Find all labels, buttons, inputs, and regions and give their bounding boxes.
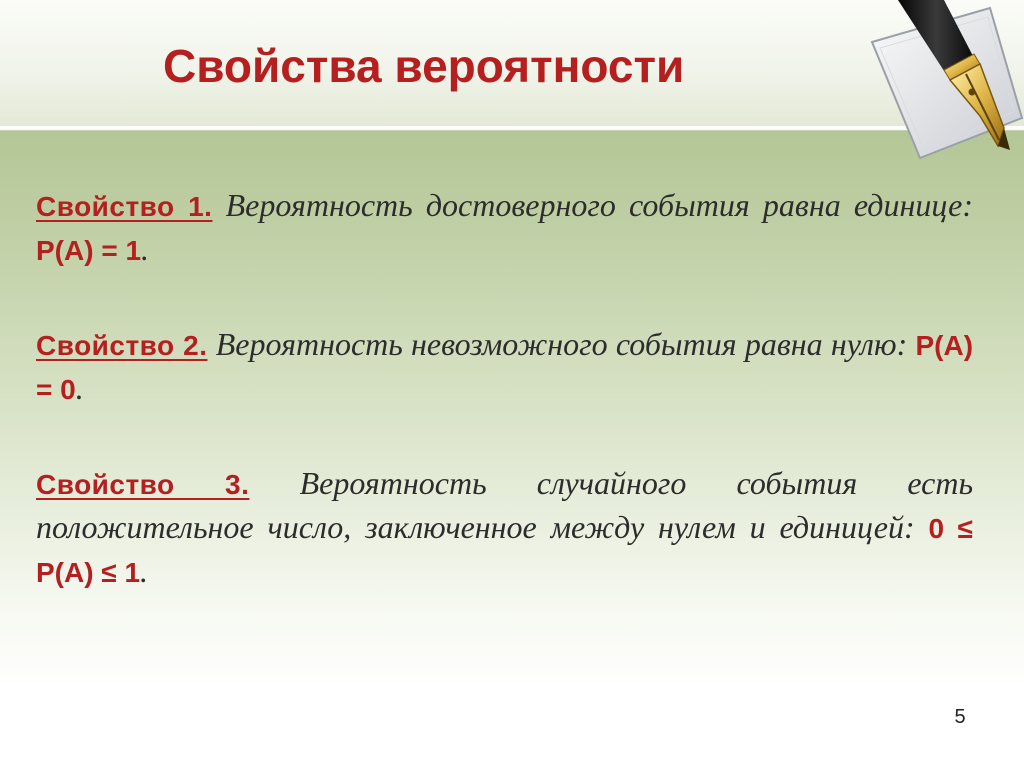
property-label: Свойство 1. [36,191,213,222]
property-text: Вероятность достоверного события равна единице: [225,187,974,223]
property-end: . [75,370,84,406]
property-label: Свойство 2. [36,330,208,361]
property-formula: 0 ≤ P(A) ≤ 1 [36,513,973,588]
properties-list [36,184,973,645]
property-end: . [141,231,150,267]
slide-title: Свойства вероятности [163,40,685,92]
property-2 [36,323,973,411]
property-text: Вероятность невозможного события равна нулю: [215,326,908,362]
property-label: Свойство 3. [36,469,250,500]
property-1 [36,184,973,272]
property-formula: P(A) = 0 [36,330,974,405]
page-number: 5 [954,706,966,728]
property-3 [36,462,973,594]
property-formula: P(A) = 1 [36,235,142,266]
fountain-pen-icon [862,0,1024,160]
property-text: Вероятность случайного события есть положительное число, заключенное между нулем и единицей: [36,465,974,545]
property-end: . [140,553,149,589]
